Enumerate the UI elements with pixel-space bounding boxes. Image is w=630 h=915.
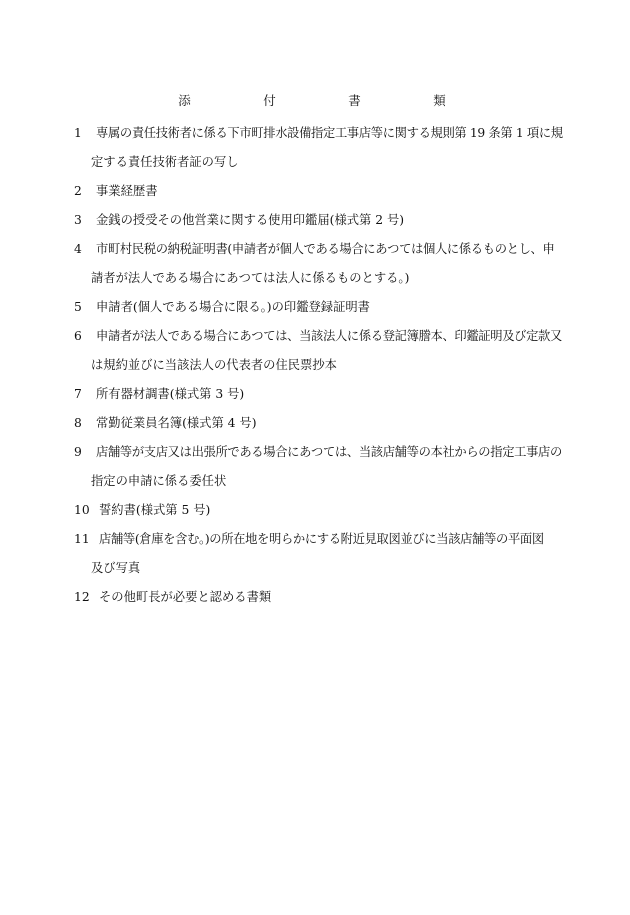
item-text: 申請者(個人である場合に限る。)の印鑑登録証明書 bbox=[96, 300, 370, 314]
item-number: 5 bbox=[74, 300, 82, 314]
item-number: 10 bbox=[74, 503, 90, 517]
list-item-8 bbox=[74, 409, 574, 438]
item-text: 専属の責任技術者に係る下市町排水設備指定工事店等に関する規則第 19 条第 1 項に規 bbox=[96, 126, 563, 140]
list-item-1 bbox=[74, 119, 574, 177]
list-item-4 bbox=[74, 235, 574, 293]
item-number: 7 bbox=[74, 387, 82, 401]
list-item-11 bbox=[74, 525, 574, 583]
item-text: 事業経歴書 bbox=[96, 184, 158, 198]
item-text: 金銭の授受その他営業に関する使用印鑑届(様式第 2 号) bbox=[96, 213, 405, 227]
list-item-9 bbox=[74, 438, 574, 496]
item-number: 6 bbox=[74, 329, 82, 343]
item-text: 誓約書(様式第 5 号) bbox=[99, 503, 211, 517]
list-item-6 bbox=[74, 322, 574, 380]
item-number: 11 bbox=[74, 532, 90, 546]
item-number: 4 bbox=[74, 242, 82, 256]
list-item-2 bbox=[74, 177, 574, 206]
list-item-5 bbox=[74, 293, 574, 322]
item-text-continued: 請者が法人である場合にあつては法人に係るものとする。) bbox=[91, 271, 410, 285]
item-text: 市町村民税の納税証明書(申請者が個人である場合にあつては個人に係るものとし、申 bbox=[96, 242, 555, 256]
item-text: 店舗等(倉庫を含む。)の所在地を明らかにする附近見取図並びに当該店舗等の平面図 bbox=[99, 532, 544, 546]
item-text: 常勤従業員名簿(様式第 4 号) bbox=[96, 416, 257, 430]
item-number: 1 bbox=[74, 126, 82, 140]
item-text-continued: 定する責任技術者証の写し bbox=[91, 155, 239, 169]
item-number: 2 bbox=[74, 184, 82, 198]
attachment-list bbox=[74, 119, 574, 612]
item-text: 申請者が法人である場合にあつては、当該法人に係る登記簿謄本、印鑑証明及び定款又 bbox=[96, 329, 562, 343]
list-item-7 bbox=[74, 380, 574, 409]
item-text: その他町長が必要と認める書類 bbox=[99, 590, 272, 604]
item-number: 8 bbox=[74, 416, 82, 430]
item-number: 3 bbox=[74, 213, 82, 227]
item-number: 12 bbox=[74, 590, 90, 604]
list-item-12 bbox=[74, 583, 574, 612]
item-text-continued: 指定の申請に係る委任状 bbox=[91, 474, 227, 488]
list-item-3 bbox=[74, 206, 574, 235]
item-text: 店舗等が支店又は出張所である場合にあつては、当該店舗等の本社からの指定工事店の bbox=[96, 445, 562, 459]
document-title: 添 付 書 類 bbox=[178, 93, 476, 108]
item-text-continued: は規約並びに当該法人の代表者の住民票抄本 bbox=[91, 358, 337, 372]
item-text: 所有器材調書(様式第 3 号) bbox=[96, 387, 245, 401]
item-number: 9 bbox=[74, 445, 82, 459]
item-text-continued: 及び写真 bbox=[91, 561, 141, 575]
list-item-10 bbox=[74, 496, 574, 525]
